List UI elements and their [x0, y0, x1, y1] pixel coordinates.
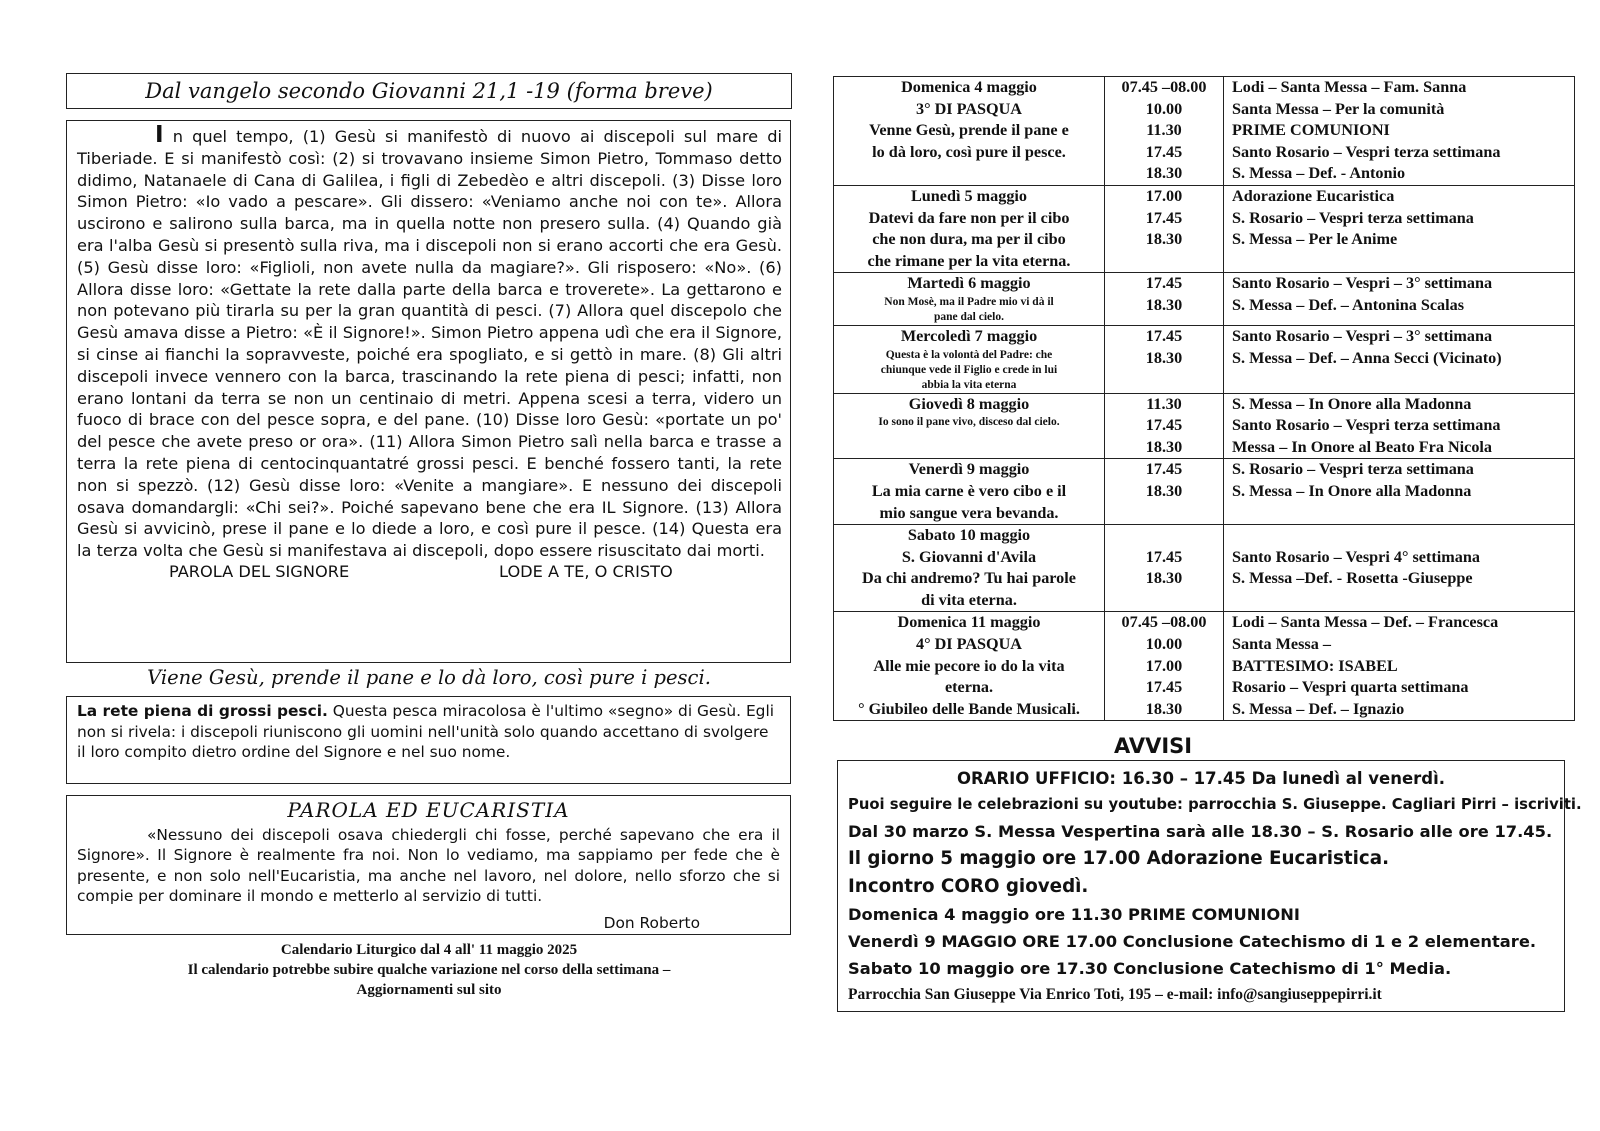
- schedule-times-cell: [1105, 77, 1224, 186]
- schedule-activity: BATTESIMO: ISABEL: [1232, 656, 1398, 675]
- schedule-row: [834, 393, 1575, 459]
- rete-heading: La rete piena di grossi pesci.: [77, 702, 328, 720]
- schedule-activity: S. Messa –Def. - Rosetta -Giuseppe: [1232, 569, 1473, 588]
- schedule-activity: S. Messa – Def. – Ignazio: [1232, 699, 1405, 718]
- schedule-activity: Santo Rosario – Vespri – 3° settimana: [1232, 326, 1493, 345]
- schedule-day-note: abbia la vita eterna: [921, 378, 1017, 391]
- schedule-day-name: Mercoledì 7 maggio: [900, 326, 1038, 345]
- schedule-day-note: ° Giubileo delle Bande Musicali.: [858, 699, 1080, 718]
- schedule-row: [834, 273, 1575, 326]
- schedule-day-note: Datevi da fare non per il cibo: [868, 208, 1070, 227]
- avvisi-coro: Incontro CORO giovedì.: [848, 876, 1089, 897]
- gospel-title: Dal vangelo secondo Giovanni 21,1 -19 (forma breve): [66, 73, 792, 109]
- schedule-activity: PRIME COMUNIONI: [1232, 121, 1390, 140]
- gospel-footer-left: PAROLA DEL SIGNORE: [169, 561, 350, 581]
- schedule-activity: S. Messa – Per le Anime: [1232, 230, 1398, 249]
- schedule-row: [834, 612, 1575, 721]
- gospel-subtitle: Viene Gesù, prende il pane e lo dà loro, così pure i pesci.: [147, 666, 711, 689]
- schedule-time: 11.30: [1146, 394, 1182, 413]
- schedule-activity: Adorazione Eucaristica: [1232, 186, 1395, 205]
- gospel-dropcap: I: [155, 122, 164, 148]
- schedule-day-note: La mia carne è vero cibo e il: [871, 481, 1067, 500]
- schedule-times-cell: [1105, 273, 1224, 326]
- schedule-day-note: pane dal cielo.: [934, 310, 1004, 323]
- schedule-row: [834, 325, 1575, 393]
- schedule-time: 10.00: [1145, 635, 1183, 654]
- gospel-body: n quel tempo, (1) Gesù si manifestò di nuovo ai discepoli sul mare di Tiberiade. E si manifestò così: (2) si trovavano insieme Simon Pietro, Tommaso detto didimo, Natanaele di Cana di Galilea, i figli di Zebedèo e altri discepoli. (3) Disse loro Simon Pietro: «Io vado a pescare». Gli dissero: «Veniamo anche noi con te». Allora uscirono e salirono sulla barca, ma in quella notte non presero sulla. (4) Quando già era l'alba Gesù si presentò sulla riva, ma i discepoli non si erano accorti che era Gesù. (5) Gesù disse loro: «Figlioli, non avete nulla da magiare?». Gli risposero: «No». (6) Allora disse loro: «Gettate la rete dalla parte della barca e troverete». La gettarono e non potevano più tirarla su per la gran quantità di pesci. (7) Allora quel discepolo che Gesù amava disse a Pietro: «È il Signore!». Simon Pietro appena udì che era il Signore, si cinse ai fianchi la sopravveste, poiché era spogliato, e si gettò in mare. (8) Gli altri discepoli invece vennero con la barca, trascinando la rete piena di pesci; infatti, non erano lontani da terra se non un centinaio di metri. Appena scesi a terra, videro un fuoco di brace con del pesce sopra, e del pane. (10) Disse loro Gesù: «portate un po' del pesce che avete preso or ora». (11) Allora Simon Pietro salì nella barca e trasse a terra la rete piena di centocinquantatré grossi pesci. E benché fossero tanti, la rete non si spezzò. (12) Gesù disse loro: «Venite a mangiare». E nessuno dei discepoli osava domandargli: «Chi sei?». Poiché sapevano bene che era IL Signore. (13) Allora Gesù si avvicinò, prese il pane e lo diede a loro, e così pure il pesce. (14) Questa era la terza volta che Gesù si manifestava ai discepoli, dopo essere risuscitato dai morti.: [77, 127, 782, 561]
- schedule-time: 18.30: [1145, 437, 1183, 456]
- schedule-times-cell: [1105, 325, 1224, 393]
- schedule-activities-cell: [1224, 77, 1575, 186]
- schedule-activity: Santa Messa – Per la comunità: [1232, 99, 1445, 118]
- schedule-time: 17.45: [1145, 460, 1183, 479]
- schedule-day-cell: [834, 325, 1105, 393]
- schedule-time: 07.45 –08.00: [1121, 78, 1207, 96]
- schedule-activity: S. Messa – In Onore alla Madonna: [1232, 394, 1472, 413]
- schedule-activity: Santa Messa –: [1232, 635, 1331, 654]
- calendar-note: [66, 940, 792, 1000]
- schedule-time: 10.00: [1145, 99, 1183, 118]
- schedule-day-note: Alle mie pecore io do la vita: [873, 656, 1065, 675]
- schedule-activity: S. Messa – In Onore alla Madonna: [1232, 481, 1472, 500]
- schedule-activities-cell: [1224, 612, 1575, 721]
- parola-title: PAROLA ED EUCARISTIA: [287, 798, 570, 822]
- avvisi-contact: Parrocchia San Giuseppe Via Enrico Toti, 195 – e-mail: info@sangiuseppepirri.it: [848, 986, 1382, 1003]
- schedule-time: 18.30: [1145, 481, 1183, 500]
- schedule-time: 18.30: [1145, 348, 1183, 367]
- schedule-day-name: Sabato 10 maggio: [907, 526, 1031, 545]
- gospel-footer-right: LODE A TE, O CRISTO: [499, 561, 673, 581]
- schedule-activity: Lodi – Santa Messa – Def. – Francesca: [1232, 613, 1499, 632]
- schedule-day-cell: [834, 525, 1105, 612]
- schedule-activity: S. Messa – Def. – Anna Secci (Vicinato): [1232, 348, 1502, 367]
- gospel-footer: [77, 562, 782, 582]
- schedule-activity: S. Rosario – Vespri terza settimana: [1232, 460, 1474, 479]
- schedule-day-cell: [834, 393, 1105, 459]
- schedule-time: 18.30: [1145, 295, 1183, 314]
- schedule-activities-cell: [1224, 185, 1575, 272]
- schedule-activity: Messa – In Onore al Beato Fra Nicola: [1232, 437, 1493, 456]
- avvisi-youtube: Puoi seguire le celebrazioni su youtube: parrocchia S. Giuseppe. Cagliari Pirri – iscriviti.: [848, 796, 1582, 813]
- schedule-day-note: di vita eterna.: [921, 590, 1017, 609]
- calendar-note-line1: Calendario Liturgico dal 4 all' 11 maggio 2025: [280, 942, 578, 958]
- schedule-day-name: Venerdì 9 maggio: [908, 460, 1030, 479]
- schedule-time: 18.30: [1145, 230, 1183, 249]
- schedule-row: [834, 459, 1575, 525]
- calendar-note-line3: Aggiornamenti sul sito: [356, 982, 502, 998]
- schedule-day-cell: [834, 459, 1105, 525]
- schedule-day-cell: [834, 612, 1105, 721]
- schedule-activity: S. Rosario – Vespri terza settimana: [1232, 208, 1474, 227]
- schedule-day-note: Non Mosè, ma il Padre mio vi dà il: [884, 295, 1054, 308]
- rete-text: Questa pesca miracolosa è l'ultimo «segno» di Gesù. Egli non si rivela: i discepoli riuniscono gli uomini nell'unità solo quando accettano di svolgere il loro compito dietro ordine del Signore e nel suo nome.: [77, 702, 774, 761]
- schedule-activity: Lodi – Santa Messa – Fam. Sanna: [1232, 78, 1467, 96]
- schedule-time: 18.30: [1145, 164, 1183, 183]
- schedule-time: 11.30: [1146, 121, 1182, 140]
- schedule-time: 17.45: [1145, 208, 1183, 227]
- schedule-day-note: Da chi andremo? Tu hai parole: [862, 569, 1076, 588]
- schedule-time: 17.00: [1145, 186, 1183, 205]
- gospel-box: [66, 120, 791, 663]
- schedule-activity: S. Messa – Def. – Antonina Scalas: [1232, 295, 1465, 314]
- schedule-day-note: eterna.: [944, 678, 994, 697]
- schedule-day-name: Lunedì 5 maggio: [910, 186, 1028, 205]
- avvisi-catechismo-1: Venerdì 9 MAGGIO ORE 17.00 Conclusione Catechismo di 1 e 2 elementare.: [848, 932, 1537, 951]
- schedule-table: [833, 76, 1575, 721]
- schedule-day-note: Venne Gesù, prende il pane e: [869, 121, 1069, 140]
- schedule-day-note: S. Giovanni d'Avila: [901, 547, 1037, 566]
- avvisi-catechismo-2: Sabato 10 maggio ore 17.30 Conclusione Catechismo di 1° Media.: [848, 959, 1452, 978]
- schedule-times-cell: [1105, 185, 1224, 272]
- schedule-day-cell: [834, 273, 1105, 326]
- schedule-times-cell: [1105, 393, 1224, 459]
- schedule-activity: Rosario – Vespri quarta settimana: [1232, 678, 1469, 697]
- schedule-time: 17.45: [1145, 547, 1183, 566]
- schedule-time: 17.45: [1145, 142, 1183, 161]
- schedule-day-name: Domenica 11 maggio: [897, 613, 1041, 632]
- avvisi-vespertina: Dal 30 marzo S. Messa Vespertina sarà alle 18.30 – S. Rosario alle ore 17.45.: [848, 822, 1553, 841]
- schedule-activity: Santo Rosario – Vespri terza settimana: [1232, 142, 1501, 161]
- schedule-time: 17.45: [1145, 416, 1183, 435]
- parola-text: «Nessuno dei discepoli osava chiedergli chi fosse, perché sapevano che era il Signore». Il Signore è realmente fra noi. Non lo vediamo, ma sappiamo per fede che è presente, e non solo nell'Eucaristia, ma anche nel lavoro, nel dolore, nello sforzo che si compie per dominare il mondo e metterlo al servizio di tutti.: [77, 825, 780, 905]
- schedule-day-note: chiunque vede il Figlio e crede in lui: [880, 363, 1058, 376]
- schedule-day-note: Io sono il pane vivo, disceso dal cielo.: [878, 416, 1060, 429]
- avvisi-comunioni: Domenica 4 maggio ore 11.30 PRIME COMUNIONI: [848, 905, 1300, 924]
- schedule-activities-cell: [1224, 459, 1575, 525]
- schedule-time: 17.45: [1145, 326, 1183, 345]
- schedule-day-name: Martedì 6 maggio: [907, 274, 1031, 293]
- schedule-activity: Santo Rosario – Vespri 4° settimana: [1232, 547, 1480, 566]
- schedule-row: [834, 185, 1575, 272]
- schedule-times-cell: [1105, 525, 1224, 612]
- schedule-row: [834, 77, 1575, 186]
- schedule-activities-cell: [1224, 525, 1575, 612]
- gospel-text: [77, 122, 782, 562]
- avvisi-office-hours: ORARIO UFFICIO: 16.30 – 17.45 Da lunedì al venerdì.: [956, 769, 1446, 788]
- schedule-time: 17.00: [1145, 656, 1183, 675]
- avvisi-title: AVVISI: [1114, 734, 1193, 758]
- schedule-activities-cell: [1224, 393, 1575, 459]
- schedule-activity: [1232, 525, 1570, 547]
- schedule-times-cell: [1105, 459, 1224, 525]
- schedule-activity: S. Messa – Def. - Antonio: [1232, 164, 1406, 183]
- schedule-time: 18.30: [1145, 569, 1183, 588]
- parola-box: [66, 795, 791, 935]
- schedule-day-note: mio sangue vera bevanda.: [879, 503, 1059, 522]
- schedule-time: 17.45: [1145, 678, 1183, 697]
- schedule-activity: Santo Rosario – Vespri terza settimana: [1232, 416, 1501, 435]
- schedule-time: 17.45: [1145, 274, 1183, 293]
- schedule-day-note: che non dura, ma per il cibo: [872, 230, 1066, 249]
- schedule-day-note: lo dà loro, così pure il pesce.: [872, 142, 1066, 161]
- rete-box: [66, 696, 791, 784]
- avvisi-box: [837, 760, 1582, 1012]
- schedule-row: [834, 525, 1575, 612]
- schedule-day-note: 3° DI PASQUA: [915, 99, 1022, 118]
- schedule-activities-cell: [1224, 325, 1575, 393]
- schedule-activities-cell: [1224, 273, 1575, 326]
- schedule-time: [1109, 525, 1219, 547]
- calendar-note-line2: Il calendario potrebbe subire qualche variazione nel corso della settimana –: [187, 962, 671, 978]
- schedule-body: [834, 77, 1575, 721]
- schedule-day-name: Domenica 4 maggio: [901, 78, 1037, 96]
- schedule-time: 07.45 –08.00: [1121, 613, 1207, 632]
- schedule-day-cell: [834, 77, 1105, 186]
- avvisi-adorazione: Il giorno 5 maggio ore 17.00 Adorazione Eucaristica.: [848, 848, 1390, 869]
- schedule-day-note: Questa è la volontà del Padre: che: [885, 348, 1053, 361]
- schedule-activity: Santo Rosario – Vespri – 3° settimana: [1232, 274, 1493, 293]
- schedule-times-cell: [1105, 612, 1224, 721]
- parola-signature: Don Roberto: [603, 913, 700, 932]
- schedule-day-note: che rimane per la vita eterna.: [867, 251, 1071, 270]
- schedule-day-cell: [834, 185, 1105, 272]
- schedule-day-note: 4° DI PASQUA: [915, 635, 1022, 654]
- schedule-time: 18.30: [1145, 699, 1183, 718]
- schedule-day-name: Giovedì 8 maggio: [908, 394, 1030, 413]
